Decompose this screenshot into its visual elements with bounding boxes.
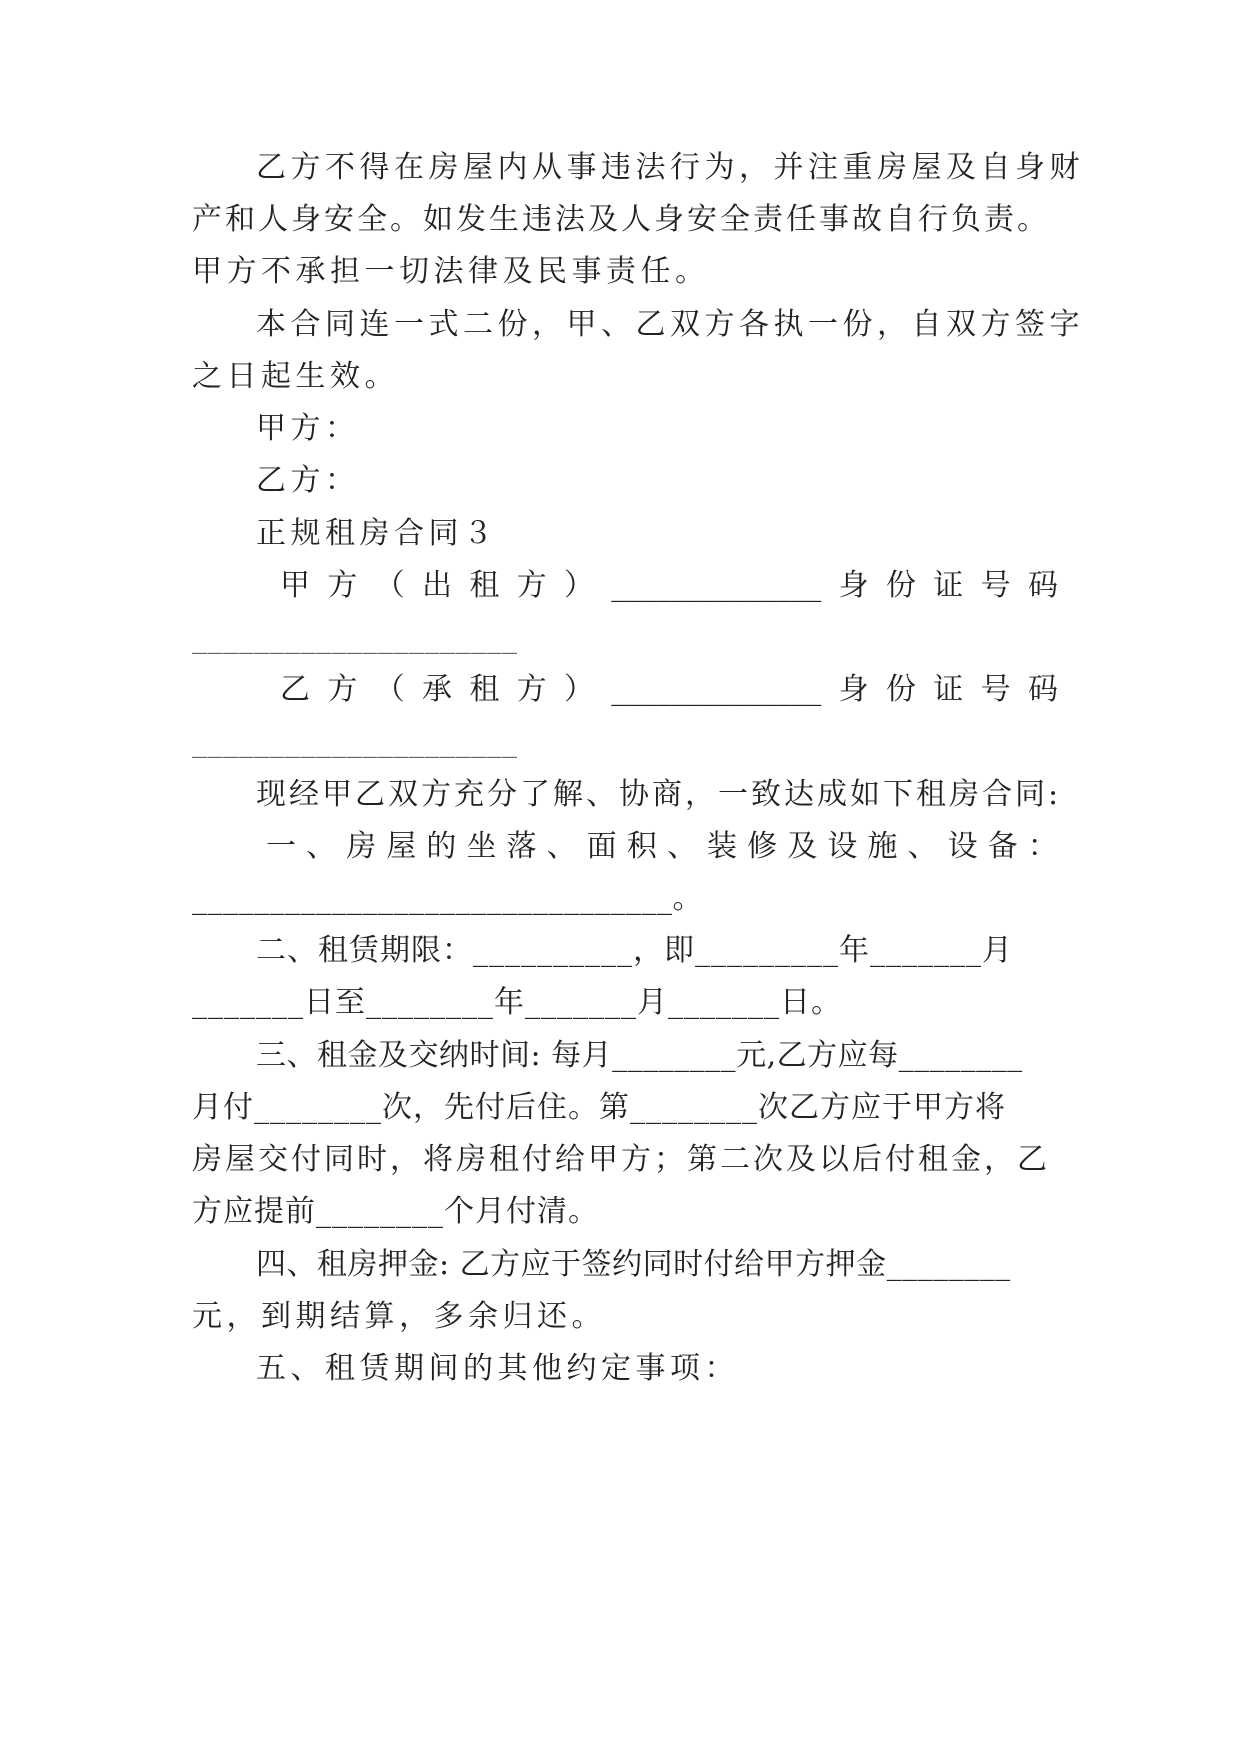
clause-1-char: 备 [987, 829, 1018, 864]
party-a-char: 甲 [280, 568, 310, 603]
clause-2-line: 二、租赁期限：__________，即_________年_______月 [256, 933, 1013, 968]
party-b-char: （ [374, 672, 405, 707]
clause-3-line: 方应提前________个月付清。 [192, 1194, 599, 1229]
clause-1-char: 修 [747, 829, 778, 864]
clause-1-char: 、 [907, 829, 938, 864]
party-a-label: 甲方： [256, 411, 360, 446]
clause-1-char: 房 [346, 829, 377, 864]
party-a-char: ） [563, 568, 594, 603]
clause-1-char: 一 [266, 829, 296, 864]
paragraph-line: 产和人身安全。如发生违法及人身安全责任事故自行负责。 [192, 202, 1050, 237]
paragraph-line: 之日起生效。 [192, 359, 399, 394]
party-b-char: 方 [327, 672, 358, 707]
contract-title: 正规租房合同３ [256, 516, 498, 551]
party-b-char: ） [563, 672, 594, 707]
clause-3-line: 房屋交付同时，将房租付给甲方；第二次及以后付租金，乙 [192, 1142, 1050, 1177]
clause-1-char: 设 [947, 829, 978, 864]
party-a-char: 身 [838, 568, 869, 603]
intro-line: 现经甲乙双方充分了解、协商，一致达成如下租房合同: [256, 777, 1062, 812]
party-a-char: 租 [469, 568, 500, 603]
party-a-id-blank: _____________________ [192, 620, 518, 655]
party-b-char: 号 [980, 672, 1011, 707]
party-a-char: 方 [327, 568, 358, 603]
clause-1-heading [266, 827, 1058, 867]
party-b-char: 方 [516, 672, 547, 707]
party-b-label: 乙方： [256, 463, 360, 498]
paragraph-line: 本合同连一式二份，甲、乙双方各执一份，自双方签字 [256, 307, 1084, 342]
clause-4-line: 四、租房押金: 乙方应于签约同时付给甲方押金________ [256, 1247, 1011, 1282]
party-b-name-blank: ______________ [611, 672, 822, 707]
party-a-id-line [280, 566, 1058, 606]
clause-1-char: 、 [306, 829, 337, 864]
clause-3-line: 三、租金及交纳时间: 每月________元,乙方应每________ [256, 1038, 1023, 1073]
clause-1-char: 、 [546, 829, 577, 864]
party-a-char: 份 [885, 568, 916, 603]
clause-1-char: 的 [426, 829, 457, 864]
paragraph-line: 乙方不得在房屋内从事违法行为，并注重房屋及自身财 [256, 150, 1084, 185]
party-b-char: 身 [838, 672, 869, 707]
clause-1-char: 面 [586, 829, 617, 864]
clause-1-char: 坐 [466, 829, 497, 864]
clause-1-char: 设 [827, 829, 858, 864]
clause-1-char: 、 [666, 829, 697, 864]
party-a-char: 证 [933, 568, 964, 603]
party-b-id-blank: _____________________ [192, 724, 518, 759]
clause-1-char: 屋 [386, 829, 417, 864]
clause-2-line: _______日至________年_______月_______日。 [192, 985, 842, 1020]
party-b-char: 证 [933, 672, 964, 707]
clause-1-blank: _______________________________。 [192, 881, 703, 916]
clause-1-char: 落 [506, 829, 537, 864]
clause-5-heading: 五、租赁期间的其他约定事项： [256, 1351, 739, 1386]
clause-1-char: 积 [626, 829, 657, 864]
clause-4-line: 元，到期结算，多余归还。 [192, 1299, 606, 1334]
party-a-char: 号 [980, 568, 1011, 603]
clause-3-line: 月付________次，先付后住。第________次乙方应于甲方将 [192, 1090, 1006, 1125]
party-b-char: 承 [421, 672, 452, 707]
party-b-char: 租 [469, 672, 500, 707]
party-b-char: 乙 [280, 672, 310, 707]
party-b-char: 份 [885, 672, 916, 707]
clause-1-char: ： [1027, 829, 1058, 864]
party-a-char: 出 [421, 568, 452, 603]
paragraph-line: 甲方不承担一切法律及民事责任。 [192, 254, 710, 289]
party-b-char: 码 [1027, 672, 1058, 707]
party-a-name-blank: ______________ [611, 568, 822, 603]
clause-1-char: 装 [707, 829, 738, 864]
party-a-char: 码 [1027, 568, 1058, 603]
party-a-char: 方 [516, 568, 547, 603]
party-b-id-line [280, 670, 1058, 710]
clause-1-char: 施 [867, 829, 898, 864]
clause-1-char: 及 [787, 829, 818, 864]
party-a-char: （ [374, 568, 405, 603]
